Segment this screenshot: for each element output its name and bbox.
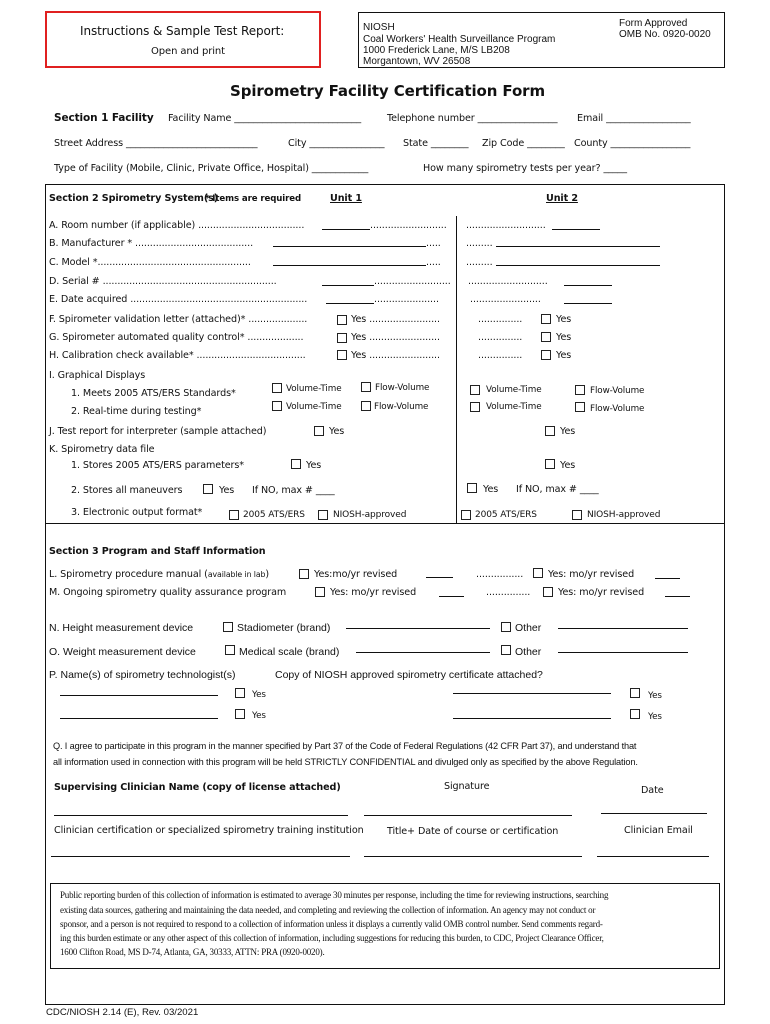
- unit1-heading: Unit 1: [330, 193, 362, 204]
- i2-unit2-flow-volume-checkbox[interactable]: [575, 402, 585, 412]
- row-g-unit1-yes: Yes ........................: [351, 332, 440, 343]
- row-g-unit2-checkbox[interactable]: [541, 332, 551, 342]
- row-f-unit1-checkbox[interactable]: [337, 315, 347, 325]
- row-d-unit2-dots: ...........................: [468, 276, 548, 287]
- row-k1-unit2-checkbox[interactable]: [545, 459, 555, 469]
- row-l-label-c: ): [265, 569, 270, 580]
- row-h-unit1-checkbox[interactable]: [337, 350, 347, 360]
- row-d-unit1-dots: ..........................: [374, 276, 451, 287]
- technologist-3-yes: Yes: [252, 711, 266, 721]
- burden-line-2: existing data sources, gathering and maintaining the data needed, and completing and reviewing the collection of information. An agency may not conduct or: [60, 905, 596, 915]
- telephone-field[interactable]: Telephone number _________________: [387, 113, 558, 124]
- row-m-unit2-checkbox[interactable]: [543, 587, 553, 597]
- county-field[interactable]: County _________________: [574, 138, 691, 149]
- row-k3-unit1-niosh-checkbox[interactable]: [318, 510, 328, 520]
- row-j-unit1-yes: Yes: [329, 426, 345, 437]
- row-b-unit1-line[interactable]: [273, 246, 426, 247]
- row-l-label-a: L. Spirometry procedure manual (: [49, 569, 208, 580]
- i1-unit2-flow-volume-checkbox[interactable]: [575, 385, 585, 395]
- row-i2-label: 2. Real-time during testing*: [71, 406, 202, 417]
- row-d-unit2-line[interactable]: [564, 285, 612, 286]
- row-m-unit2-dots: ...............: [486, 587, 531, 598]
- i1-unit1-flow-volume-label: Flow-Volume: [375, 383, 430, 393]
- i1-unit1-volume-time-checkbox[interactable]: [272, 383, 282, 393]
- row-l-unit1-line[interactable]: [426, 577, 453, 578]
- row-e-label: E. Date acquired ............................................................: [49, 294, 308, 305]
- section2-divider: [456, 216, 457, 523]
- city-field[interactable]: City ________________: [288, 138, 385, 149]
- technologist-2-name-line[interactable]: [453, 693, 611, 694]
- row-f-unit1-yes: Yes ........................: [351, 314, 440, 325]
- email-field[interactable]: Email __________________: [577, 113, 691, 124]
- row-m-unit2-revised: Yes: mo/yr revised: [558, 587, 645, 598]
- row-h-unit2-checkbox[interactable]: [541, 350, 551, 360]
- row-l-unit1-checkbox[interactable]: [299, 569, 309, 579]
- row-l-unit2-dots: ................: [476, 569, 524, 580]
- row-k1-unit1-yes: Yes: [306, 460, 322, 471]
- i1-unit1-flow-volume-checkbox[interactable]: [361, 382, 371, 392]
- row-h-unit2-yes: Yes: [556, 350, 572, 361]
- row-a-unit2-dots: ...........................: [466, 220, 546, 231]
- i2-unit2-flow-volume-label: Flow-Volume: [590, 404, 645, 414]
- row-f-unit2-yes: Yes: [556, 314, 572, 325]
- row-l-unit2-revised: Yes: mo/yr revised: [548, 569, 635, 580]
- burden-line-3: sponsor, and a person is not required to respond to a collection of information unless it displays a currently valid OMB control number. Send comments regard-: [60, 919, 603, 929]
- i1-unit2-flow-volume-label: Flow-Volume: [590, 386, 645, 396]
- row-e-unit1-line[interactable]: [326, 303, 374, 304]
- technologist-4-cert-checkbox[interactable]: [630, 709, 640, 719]
- row-l-unit2-line[interactable]: [655, 578, 680, 579]
- row-f-unit2-checkbox[interactable]: [541, 314, 551, 324]
- row-j-unit2-checkbox[interactable]: [545, 426, 555, 436]
- section1-heading: Section 1 Facility: [54, 112, 154, 124]
- form-title: Spirometry Facility Certification Form: [230, 82, 545, 100]
- technologist-3-cert-checkbox[interactable]: [235, 709, 245, 719]
- row-j-unit2-yes: Yes: [560, 426, 576, 437]
- medical-scale-checkbox[interactable]: [225, 645, 235, 655]
- row-b-unit1-dots: .....: [426, 238, 441, 249]
- row-k2-unit2-max[interactable]: If NO, max # ____: [516, 484, 599, 495]
- row-c-unit1-line[interactable]: [273, 265, 426, 266]
- zip-field[interactable]: Zip Code ________: [482, 138, 565, 149]
- i2-unit1-flow-volume-label: Flow-Volume: [374, 402, 429, 412]
- row-k3-unit2-niosh-label: NIOSH-approved: [587, 510, 661, 520]
- row-l-label-b: available in lab: [207, 570, 266, 579]
- row-h-unit2-dots: ...............: [478, 350, 523, 361]
- instructions-subtitle[interactable]: Open and print: [151, 46, 225, 57]
- row-k3-label: 3. Electronic output format*: [71, 507, 203, 518]
- stadiometer-label: Stadiometer (brand): [237, 622, 331, 634]
- row-l-unit1-revised: Yes:mo/yr revised: [314, 569, 398, 580]
- signature-line[interactable]: [364, 815, 572, 816]
- row-g-label: G. Spirometer automated quality control* ...................: [49, 332, 304, 343]
- section2-heading: Section 2 Spirometry System(s): [49, 193, 218, 204]
- title-date-label: Title+ Date of course or certification: [387, 826, 559, 837]
- i1-unit2-volume-time-label: Volume-Time: [486, 385, 542, 395]
- row-a-label: A. Room number (if applicable) ....................................: [49, 220, 305, 231]
- section3-divider: [45, 523, 725, 524]
- row-k3-unit2-ats-checkbox[interactable]: [461, 510, 471, 520]
- height-other-line[interactable]: [558, 628, 688, 629]
- technologist-2-yes: Yes: [648, 691, 662, 701]
- burden-line-1: Public reporting burden of this collection of information is estimated to average 30 minutes per response, including the time for reviewing instructions, searching: [60, 890, 609, 900]
- row-a-unit2-line[interactable]: [552, 229, 600, 230]
- i2-unit2-volume-time-label: Volume-Time: [486, 402, 542, 412]
- i2-unit2-volume-time-checkbox[interactable]: [470, 402, 480, 412]
- clinician-cert-line[interactable]: [51, 856, 350, 857]
- omb-line1: Form Approved: [619, 18, 688, 29]
- row-k3-unit1-ats-label: 2005 ATS/ERS: [243, 510, 305, 520]
- row-o-label: O. Weight measurement device: [49, 646, 196, 658]
- stadiometer-checkbox[interactable]: [223, 622, 233, 632]
- facility-name-field[interactable]: Facility Name ___________________________: [168, 113, 362, 124]
- date-line[interactable]: [601, 813, 707, 814]
- instructions-box[interactable]: [45, 11, 321, 68]
- row-k3-unit2-niosh-checkbox[interactable]: [572, 510, 582, 520]
- burden-line-4: ing this burden estimate or any other aspect of this collection of information, including suggestions for reducing this burden, to CDC, Project Clearance Officer,: [60, 933, 604, 943]
- row-e-unit2-dots: ........................: [470, 294, 541, 305]
- instructions-title[interactable]: Instructions & Sample Test Report:: [80, 24, 285, 38]
- technologist-1-name-line[interactable]: [60, 695, 218, 696]
- row-q-text-2: all information used in connection with this program will be held STRICTLY CONFIDENTIAL and divulged only as specified by the above Regulation.: [53, 757, 638, 767]
- row-a-unit1-dots: ..........................: [370, 220, 447, 231]
- row-e-unit2-line[interactable]: [564, 303, 612, 304]
- row-m-unit1-revised: Yes: mo/yr revised: [330, 587, 417, 598]
- row-f-label: F. Spirometer validation letter (attached)* ....................: [49, 314, 308, 325]
- row-m-unit1-line[interactable]: [439, 596, 464, 597]
- row-k2-label: 2. Stores all maneuvers: [71, 485, 183, 496]
- technologist-1-yes: Yes: [252, 690, 266, 700]
- omb-line2: OMB No. 0920-0020: [619, 29, 711, 40]
- technologist-4-name-line[interactable]: [453, 718, 611, 719]
- agency-program: Coal Workers' Health Surveillance Program: [363, 34, 556, 45]
- medical-scale-label: Medical scale (brand): [239, 646, 340, 658]
- row-k1-unit1-checkbox[interactable]: [291, 459, 301, 469]
- i2-unit1-flow-volume-checkbox[interactable]: [361, 401, 371, 411]
- weight-other-line[interactable]: [558, 652, 688, 653]
- height-other-label: Other: [515, 622, 542, 634]
- row-l-unit2-checkbox[interactable]: [533, 568, 543, 578]
- row-h-unit1-yes: Yes ........................: [351, 350, 440, 361]
- i2-unit1-volume-time-checkbox[interactable]: [272, 401, 282, 411]
- agency-name: NIOSH: [363, 22, 395, 33]
- row-k-label: K. Spirometry data file: [49, 444, 155, 455]
- supervising-clinician-label: Supervising Clinician Name (copy of license attached): [54, 782, 341, 793]
- form-footer: CDC/NIOSH 2.14 (E), Rev. 03/2021: [46, 1007, 199, 1018]
- technologist-2-cert-checkbox[interactable]: [630, 688, 640, 698]
- section3-heading: Section 3 Program and Staff Information: [49, 546, 266, 557]
- row-q-text-1: Q. I agree to participate in this program in the manner specified by Part 37 of the Code of Federal Regulations (42 CFR Part 37), and understand that: [53, 741, 637, 751]
- row-b-unit2-dots: .........: [466, 238, 493, 249]
- row-n-label: N. Height measurement device: [49, 622, 194, 634]
- row-g-unit1-checkbox[interactable]: [337, 333, 347, 343]
- row-k2-unit1-max[interactable]: If NO, max # ____: [252, 485, 335, 496]
- weight-other-label: Other: [515, 646, 542, 658]
- row-h-label: H. Calibration check available* .....................................: [49, 350, 306, 361]
- row-e-unit1-dots: ......................: [374, 294, 439, 305]
- row-k2-unit2-yes: Yes: [483, 484, 499, 495]
- row-i1-label: 1. Meets 2005 ATS/ERS Standards*: [71, 388, 236, 399]
- row-k1-label: 1. Stores 2005 ATS/ERS parameters*: [71, 460, 244, 471]
- technologist-1-cert-checkbox[interactable]: [235, 688, 245, 698]
- state-field[interactable]: State ________: [403, 138, 469, 149]
- row-b-unit2-line[interactable]: [496, 246, 660, 247]
- row-k2-unit1-yes: Yes: [219, 485, 235, 496]
- date-label: Date: [641, 785, 664, 796]
- row-g-unit2-yes: Yes: [556, 332, 572, 343]
- height-other-checkbox[interactable]: [501, 622, 511, 632]
- unit2-heading: Unit 2: [546, 193, 578, 204]
- clinician-name-line[interactable]: [54, 815, 348, 816]
- medical-scale-brand-line[interactable]: [356, 652, 490, 653]
- agency-address1: 1000 Frederick Lane, M/S LB208: [363, 45, 510, 56]
- facility-type-field[interactable]: Type of Facility (Mobile, Clinic, Private Office, Hospital) ____________: [54, 163, 369, 174]
- row-k3-unit1-niosh-label: NIOSH-approved: [333, 510, 407, 520]
- clinician-email-label: Clinician Email: [624, 825, 693, 836]
- row-c-unit2-dots: .........: [466, 257, 493, 268]
- row-i-label: I. Graphical Displays: [49, 370, 146, 381]
- row-l-label: [49, 569, 269, 580]
- burden-line-5: 1600 Clifton Road, MS D-74, Atlanta, GA, 30333, ATTN: PRA (0920-0020).: [60, 947, 325, 957]
- row-k2-unit1-checkbox[interactable]: [203, 484, 213, 494]
- row-k1-unit2-yes: Yes: [560, 460, 576, 471]
- row-m-unit1-checkbox[interactable]: [315, 587, 325, 597]
- i2-unit1-volume-time-label: Volume-Time: [286, 402, 342, 412]
- copy-cert-label: Copy of NIOSH approved spirometry certificate attached?: [275, 669, 543, 681]
- agency-address2: Morgantown, WV 26508: [363, 56, 471, 67]
- row-b-label: B. Manufacturer * ........................................: [49, 238, 254, 249]
- stadiometer-brand-line[interactable]: [346, 628, 490, 629]
- row-c-unit1-dots: .....: [426, 257, 441, 268]
- street-field[interactable]: Street Address ____________________________: [54, 138, 258, 149]
- row-k3-unit2-ats-label: 2005 ATS/ERS: [475, 510, 537, 520]
- row-p-label: P. Name(s) of spirometry technologist(s): [49, 669, 236, 681]
- row-m-label: M. Ongoing spirometry quality assurance program: [49, 587, 287, 598]
- row-d-label: D. Serial # ...........................................................: [49, 276, 277, 287]
- row-j-label: J. Test report for interpreter (sample attached): [49, 426, 267, 437]
- row-a-unit1-line[interactable]: [322, 229, 370, 230]
- row-k2-unit2-checkbox[interactable]: [467, 483, 477, 493]
- row-j-unit1-checkbox[interactable]: [314, 426, 324, 436]
- row-c-label: C. Model *....................................................: [49, 257, 251, 268]
- clinician-email-line[interactable]: [597, 856, 709, 857]
- row-k3-unit1-ats-checkbox[interactable]: [229, 510, 239, 520]
- signature-label: Signature: [444, 781, 490, 792]
- i1-unit1-volume-time-label: Volume-Time: [286, 384, 342, 394]
- weight-other-checkbox[interactable]: [501, 645, 511, 655]
- row-f-unit2-dots: ...............: [478, 314, 523, 325]
- title-date-line[interactable]: [364, 856, 582, 857]
- row-m-unit2-line[interactable]: [665, 596, 690, 597]
- i1-unit2-volume-time-checkbox[interactable]: [470, 385, 480, 395]
- required-note: * Items are required: [205, 194, 302, 204]
- row-c-unit2-line[interactable]: [496, 265, 660, 266]
- tests-per-year-field[interactable]: How many spirometry tests per year? _____: [423, 163, 627, 174]
- agency-divider: [358, 12, 359, 68]
- row-d-unit1-line[interactable]: [322, 285, 374, 286]
- technologist-4-yes: Yes: [648, 712, 662, 722]
- row-g-unit2-dots: ...............: [478, 332, 523, 343]
- technologist-3-name-line[interactable]: [60, 718, 218, 719]
- clinician-cert-label: Clinician certification or specialized spirometry training institution: [54, 825, 364, 836]
